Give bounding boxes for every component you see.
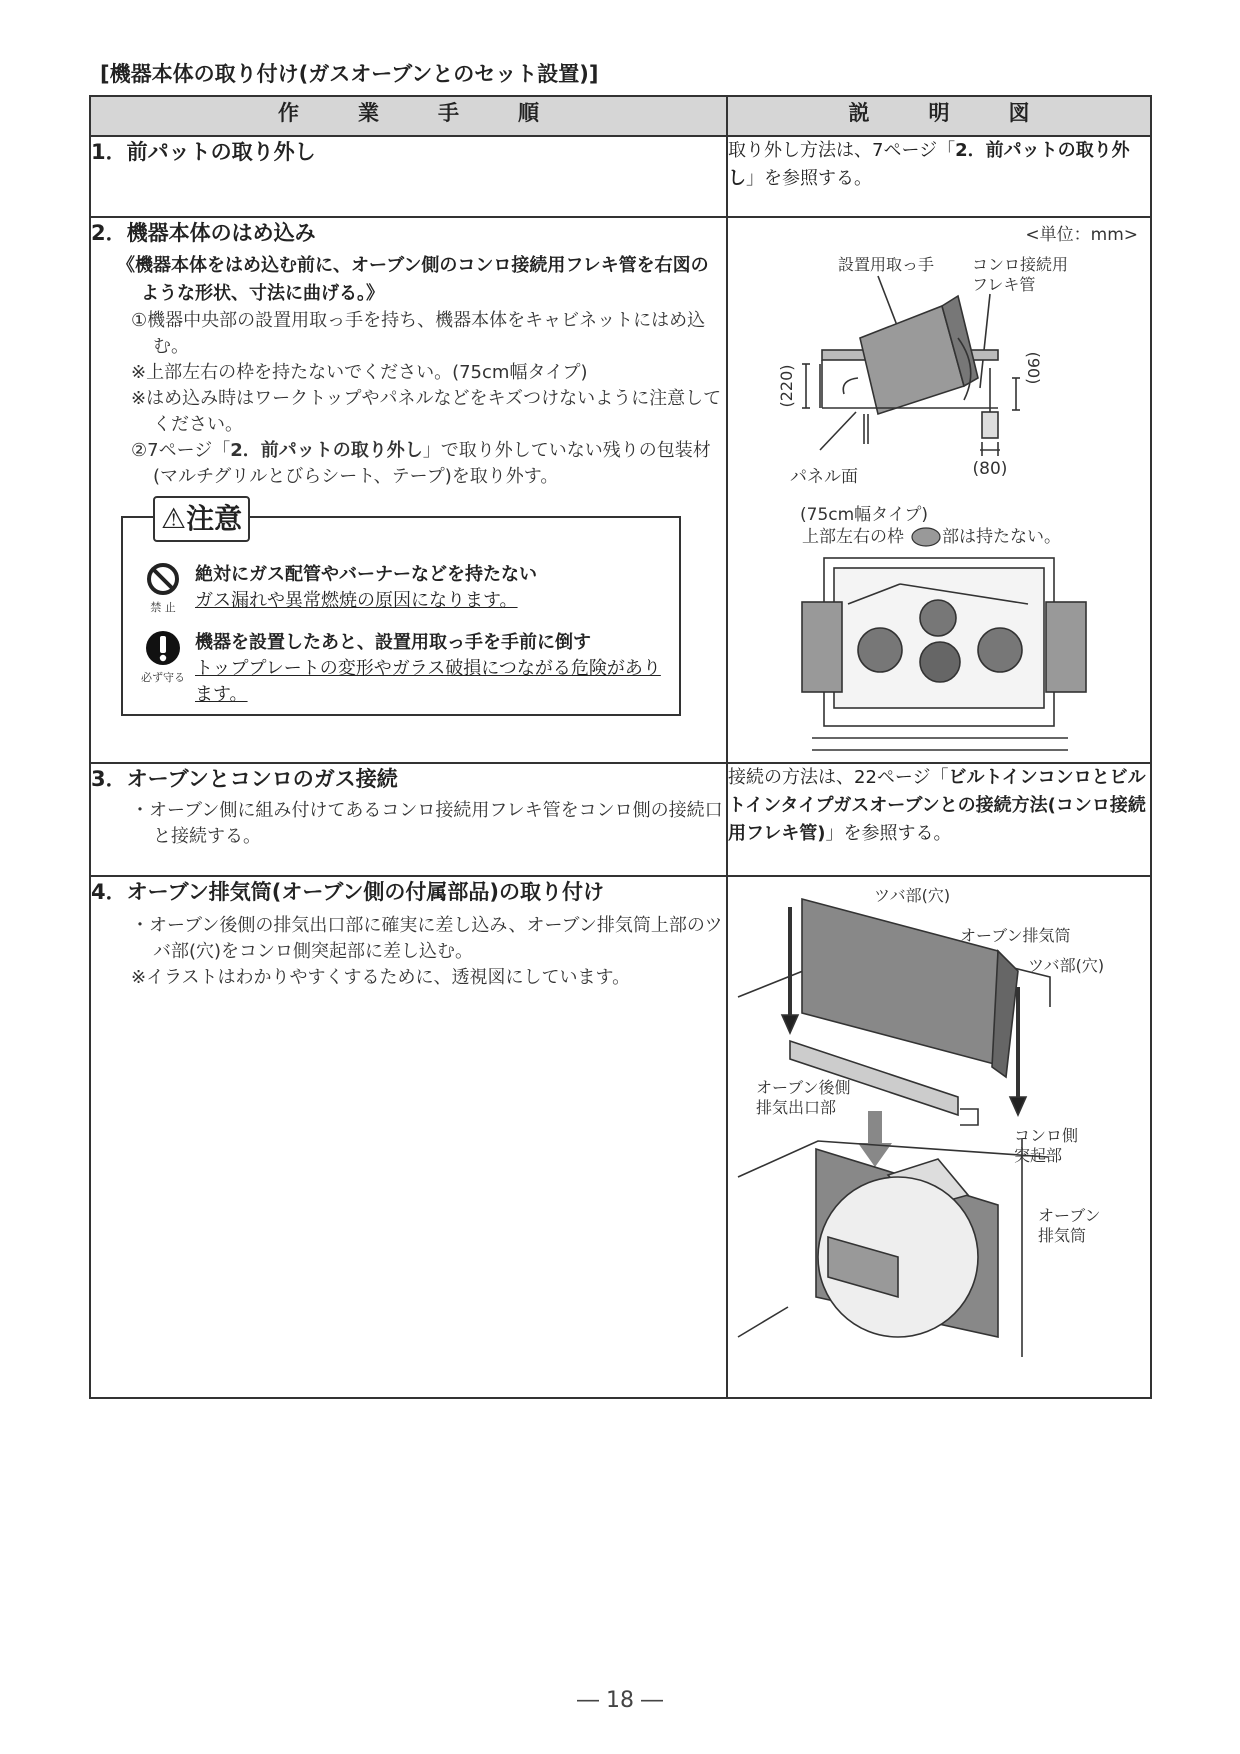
unit-label: <単位：mm> (1025, 225, 1138, 245)
dim-220: (220) (777, 364, 796, 408)
step3-right (727, 763, 1151, 876)
tsuba-label-1: ツバ部(穴) (874, 886, 951, 905)
caution-box (121, 502, 681, 716)
tsuba-label-2: ツバ部(穴) (1028, 956, 1105, 975)
caution-title: ⚠注意 (153, 496, 250, 542)
step2-note: 《機器本体をはめ込む前に、オーブン側のコンロ接続用フレキ管を右図のような形状、寸法に曲げる。》 (117, 255, 709, 304)
step2-line4-bold: 2．前パットの取り外し (230, 440, 423, 461)
step3-title: 3．オーブンとコンロのガス接続 (91, 767, 398, 791)
step2-line2: ※上部左右の枠を持たないでください。(75cm幅タイプ) (131, 362, 588, 383)
hatched-frame-marker (912, 528, 940, 546)
step3-ref-link: ビルトインコンロとビルトインタイプガスオーブンとの接続方法(コンロ接続用フレキ管) (728, 767, 1146, 844)
step2-line4-pre: ②7ページ「 (131, 440, 231, 461)
cross-section-drawing (802, 276, 1020, 456)
step1-ref-link: 2．前パットの取り外し (728, 140, 1130, 189)
header-illustration (727, 96, 1151, 136)
flex-label-2: フレキ管 (972, 275, 1036, 294)
header-char: 順 (518, 101, 539, 125)
stove-top-view (802, 558, 1086, 750)
panel-label: パネル面 (790, 467, 858, 487)
step2-line4-post: 」で取り外していない残りの包装材(マルチグリルとびらシート、テープ)を取り外す。 (153, 440, 711, 487)
frame-label-pre: 上部左右の枠 (802, 527, 904, 547)
step2-title: 2．機器本体のはめ込み (91, 221, 316, 245)
header-char: 手 (438, 101, 459, 125)
step2-line3: ※はめ込み時はワークトップやパネルなどをキズつけないように注意してください。 (131, 388, 722, 435)
instruction-table (89, 95, 1152, 1399)
caution-item2-body: トッププレートの変形やガラス破損につながる危険があります。 (195, 658, 661, 705)
table-row (90, 217, 1151, 763)
step4-body2: ※イラストはわかりやすくするために、透視図にしています。 (131, 967, 631, 988)
caution-item1-head: 絶対にガス配管やバーナーなどを持たない (195, 564, 537, 585)
header-char: 図 (1008, 101, 1030, 125)
outlet-label-1: オーブン後側 (756, 1078, 851, 1097)
prohibit-label: 禁 止 (150, 601, 176, 614)
header-char: 作 (278, 101, 299, 125)
step1-ref-pre: 取り外し方法は、7ページ「 (728, 140, 956, 161)
step2-line1: ①機器中央部の設置用取っ手を持ち、機器本体をキャビネットにはめ込む。 (131, 310, 706, 357)
step1-left (90, 136, 727, 217)
step1-ref-post: 」を参照する。 (746, 168, 872, 189)
exhaust-diagram (728, 877, 1150, 1397)
flex-label-1: コンロ接続用 (972, 255, 1069, 274)
caution-item1-body: ガス漏れや異常燃焼の原因になります。 (195, 590, 518, 611)
prohibit-icon (137, 562, 189, 615)
step4-left (90, 876, 727, 1398)
table-row (90, 763, 1151, 876)
exhaust-label-1: オーブン排気筒 (960, 926, 1071, 945)
step3-ref-pre: 接続の方法は、22ページ「 (728, 767, 949, 788)
dim-80: (80) (972, 459, 1008, 479)
step3-left (90, 763, 727, 876)
step3-ref-post: 」を参照する。 (825, 823, 952, 844)
mandatory-icon (137, 630, 189, 685)
section-title: [機器本体の取り付け(ガスオーブンとのセット設置)] (100, 62, 599, 86)
step4-title: 4．オーブン排気筒(オーブン側の付属部品)の取り付け (91, 880, 605, 904)
exhaust-drawing (738, 899, 1050, 1357)
header-char: 業 (358, 101, 379, 125)
exhaust-label-2a: オーブン (1038, 1206, 1101, 1225)
caution-item2-text (195, 630, 667, 708)
konro-label-1: コンロ側 (1014, 1126, 1079, 1145)
header-char: 明 (928, 101, 950, 125)
table-header-row (90, 96, 1151, 136)
dim-90: (90) (1024, 351, 1043, 385)
table-row (90, 136, 1151, 217)
step1-title: 1．前パットの取り外し (91, 140, 316, 164)
header-procedure (90, 96, 727, 136)
step3-body: ・オーブン側に組み付けてあるコンロ接続用フレキ管をコンロ側の接続口と接続する。 (131, 800, 723, 847)
caution-item1-text (195, 562, 537, 614)
outlet-label-2: 排気出口部 (756, 1098, 837, 1117)
frame-label-post: 部は持たない。 (942, 527, 1061, 547)
header-char: 説 (848, 101, 870, 125)
step2-left (90, 217, 727, 763)
handle-label: 設置用取っ手 (838, 255, 935, 274)
konro-label-2: 突起部 (1014, 1146, 1063, 1165)
installation-diagram (728, 218, 1150, 762)
caution-item2-head: 機器を設置したあと、設置用取っ手を手前に倒す (195, 632, 591, 653)
step2-figure (727, 217, 1151, 763)
page-number: ― 18 ― (577, 1688, 663, 1713)
table-row (90, 876, 1151, 1398)
step2-line4 (91, 438, 726, 490)
step1-right (727, 136, 1151, 217)
step4-figure (727, 876, 1151, 1398)
type75-label: (75cm幅タイプ) (800, 505, 928, 525)
exhaust-label-2b: 排気筒 (1038, 1226, 1087, 1245)
step4-body1: ・オーブン後側の排気出口部に確実に差し込み、オーブン排気筒上部のツバ部(穴)をコンロ側突起部に差し込む。 (131, 915, 723, 962)
mandatory-label: 必ず守る (141, 671, 185, 684)
